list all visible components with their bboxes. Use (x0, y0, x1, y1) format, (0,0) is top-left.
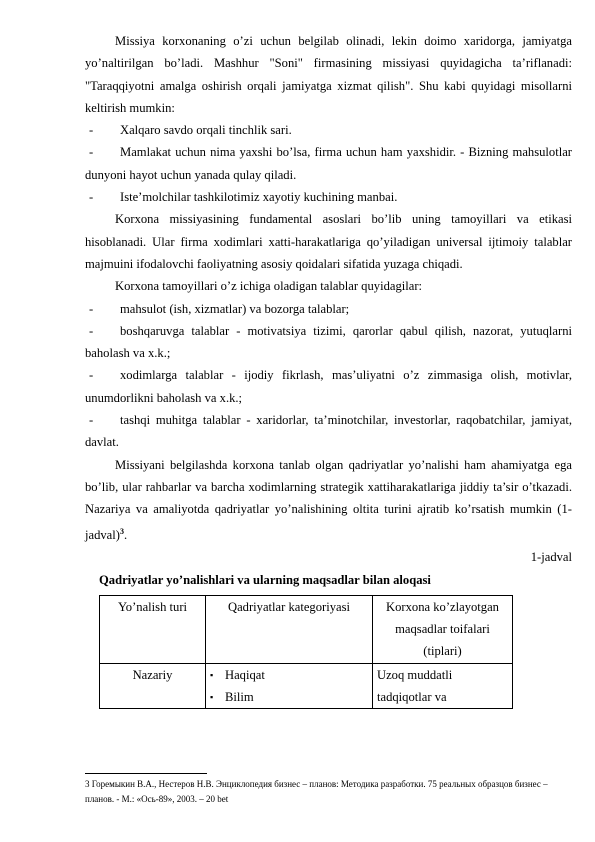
list-item (85, 119, 572, 141)
list-dash: - (89, 145, 94, 160)
category-text: Bilim (225, 689, 254, 704)
list-dash: - (89, 123, 94, 138)
document-body (85, 30, 572, 709)
list-item-text: boshqaruvga talablar - motivatsiya tizimi, qarorlar qabul qilish, nazorat, yutuqlarni baholash va x.k.; (85, 323, 572, 361)
paragraph-values-text: Missiyani belgilashda korxona tanlab olgan qadriyatlar yo’nalishi ham ahamiyatga ega bo’lib, ular rahbarlar va barcha xodimlarning strategik xattiharakatlariga jiddiy ta’sir o’tkazadi. Nazariya va amaliyotda qadriyatlar yo’nalishining oltita turini ajratib ko’rsatish mumkin (1-jadval) (85, 457, 572, 542)
list-item-text: Mamlakat uchun nima yaxshi bo’lsa, firma uchun ham yaxshidir. - Bizning mahsulotlar dunyoni hayot uchun yanada qulay qiladi. (85, 145, 572, 182)
list-item (85, 141, 572, 186)
table-cell-categories (206, 663, 373, 709)
bullet-icon: ▪ (210, 669, 214, 680)
footnote: 3 Горемыкин В.А., Нестеров Н.В. Энциклопедия бизнес – планов: Методика разработки. 75 реальных образцов бизнес – планов. - М.: «Ось-89», 2003. – 20 bet (85, 779, 548, 804)
paragraph-fundamentals: Korxona missiyasining fundamental asoslari bo’lib uning tamoyillari va etikasi hisoblanadi. Ular firma xodimlari xatti-harakatlariga qo’yiladigan universal ijtimoiy talablar majmuini ifodalovchi faoliyatning asosiy qoidalari sifatida yuzaga chiqadi. (85, 212, 572, 271)
table-header-row (100, 595, 513, 663)
category-item (210, 686, 368, 708)
table-header-cell: Qadriyatlar kategoriyasi (206, 595, 373, 663)
table-label: 1-jadval (530, 550, 572, 565)
list-item-text: mahsulot (ish, xizmatlar) va bozorga talablar; (120, 301, 350, 316)
list-dash: - (89, 323, 94, 338)
list-item-text: Xalqaro savdo orqali tinchlik sari. (120, 123, 292, 138)
table-row (100, 663, 513, 709)
list-item (85, 186, 572, 208)
list-dash: - (89, 190, 94, 205)
paragraph-values (85, 454, 572, 546)
list-item-text: Iste’molchilar tashkilotimiz xayotiy kuchining manbai. (120, 190, 398, 205)
values-table (99, 595, 513, 709)
bullet-icon: ▪ (210, 691, 214, 702)
footnote-divider (85, 773, 207, 774)
category-list (210, 664, 368, 709)
table-caption: Qadriyatlar yo’nalishlari va ularning maqsadlar bilan aloqasi (99, 573, 431, 588)
paragraph-mission: Missiya korxonaning o’zi uchun belgilab olinadi, lekin doimo xaridorga, jamiyatga yo’naltirilgan bo’ladi. Mashhur "Soni" firmasining missiyasi quyidagicha ta’riflanadi: "Taraqqiyotni amalga oshirish orqali jamiyatga xizmat qilish". Shu kabi quyidagi misollarni keltirish mumkin: (85, 34, 572, 115)
paragraph-values-end: . (123, 527, 128, 542)
table-header-cell: Yo’nalish turi (100, 595, 206, 663)
list-item (85, 298, 572, 320)
list-item-text: tashqi muhitga talablar - xaridorlar, ta’minotchilar, investorlar, raqobatchilar, jamiyat, davlat. (85, 413, 572, 450)
list-item (85, 364, 572, 409)
category-item (210, 664, 368, 686)
table-header-cell: Korxona ko’zlayotgan maqsadlar toifalari (tiplari) (373, 595, 513, 663)
list-dash: - (89, 368, 94, 383)
table-cell-goals: Uzoq muddatli tadqiqotlar va (373, 663, 513, 709)
list-item-text: xodimlarga talablar - ijodiy fikrlash, mas’uliyatni o’z zimmasiga olish, motivlar, unumdorlikni baholash va x.k.; (85, 368, 572, 405)
list-dash: - (89, 413, 94, 428)
list-dash: - (89, 301, 94, 316)
category-text: Haqiqat (225, 667, 265, 682)
list-item (85, 409, 572, 454)
list-item (85, 320, 572, 365)
footnote-ref[interactable]: 3 (119, 526, 124, 536)
paragraph-principles-intro: Korxona tamoyillari o’z ichiga oladigan talablar quyidagilar: (115, 279, 423, 294)
table-cell-type: Nazariy (100, 663, 206, 709)
